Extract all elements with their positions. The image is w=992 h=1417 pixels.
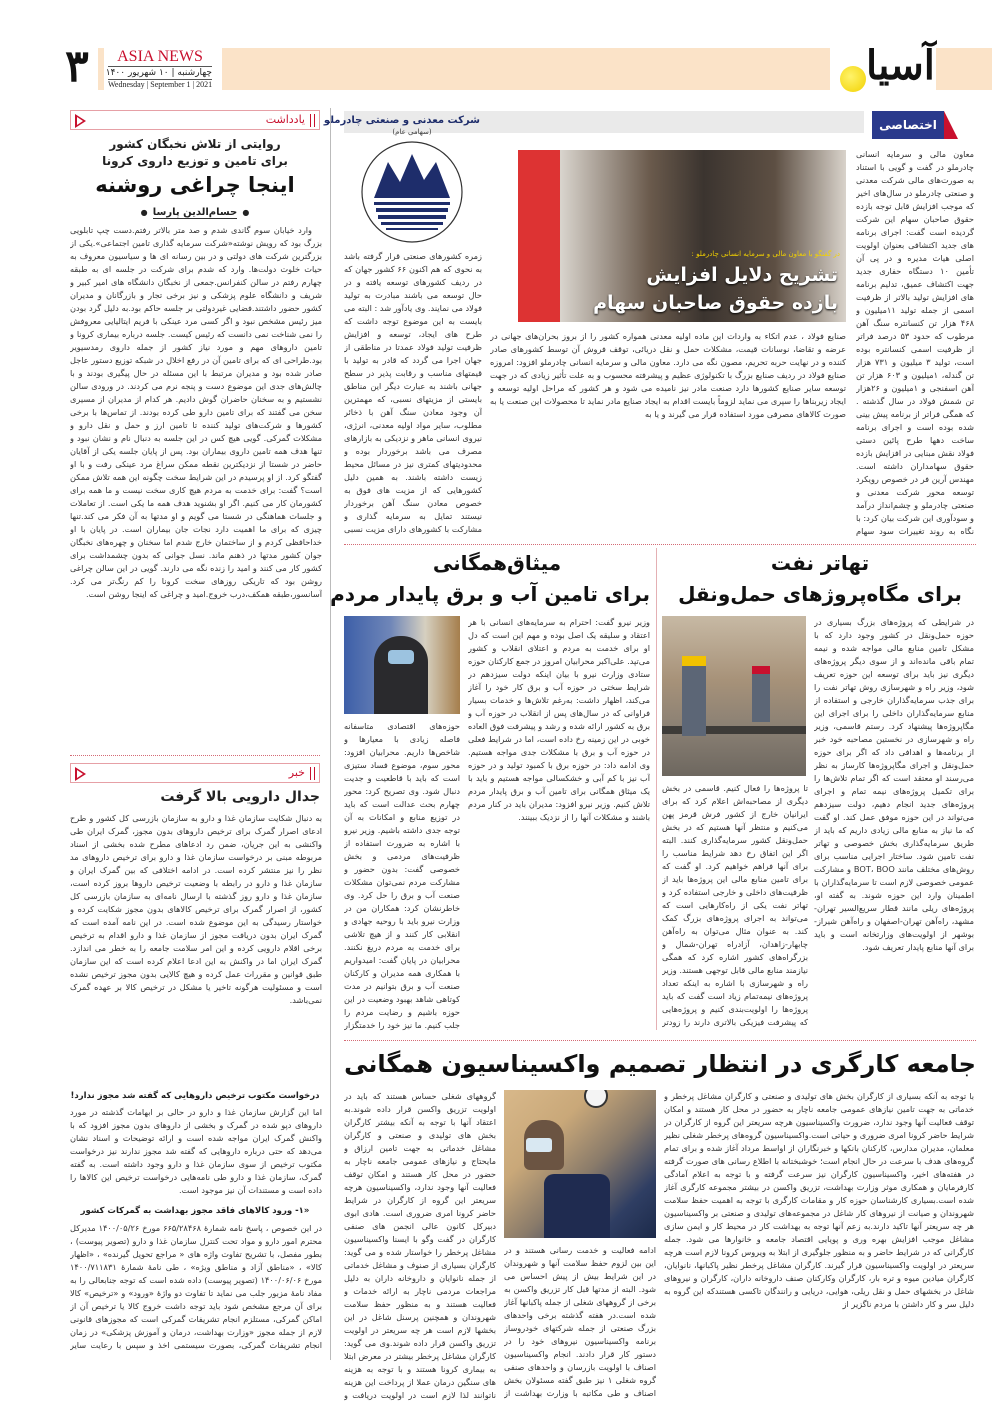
photo-caption: در گفتگو با معاون مالی و سرمایه انسانی چادرملو : — [691, 250, 840, 258]
masthead-band-center — [222, 48, 830, 90]
vaccination-col-mid: ادامه فعالیت و خدمت رسانی هستند و در این بین لزوم حفظ سلامت آنها و شهروندان در این شرایط بیش از پیش احساس می شود. البته از مدتها قبل کار تزریق واکسن به برخی از گروههای شغلی از جمله پاکبانها آغاز شده است.در هفته گذشته برخی واحدهای بزرگ صنعتی از جمله شرکتهای خودروساز برنامه واکسیناسیون نیروهای خود را در دستور کار قرار دادند. انجام واکسیناسیون اصناف با اولویت بازرسان و واحدهای صنفی گروه شغلی ۱ نیز طبق گفته مسئولان بخش اصناف و طی مکاتبه با وزارت بهداشت از — [504, 1245, 656, 1398]
vaccination-headline: جامعه کارگری در انتظار تصمیم واکسیناسیون همگانی — [344, 1050, 976, 1078]
author-bullet-icon: ● — [140, 208, 148, 217]
news-subhead-2: «۱- ورود کالاهای فاقد مجوز بهداشت به گمرکات کشور — [80, 1206, 310, 1216]
page-number: ۳ — [65, 41, 89, 92]
exclusive-label-text: اختصاصی — [879, 118, 937, 132]
blue-container — [544, 1174, 610, 1238]
wall-clock — [584, 1090, 608, 1108]
oil-swap-headline: برای مگاه‌پروژهای حمل‌ونقل — [678, 582, 962, 606]
water-power-col-left: حوزه‌های اقتصادی متاسفانه فاصله زیادی با معیارها و شاخص‌ها داریم. محرابیان افزود: محور سوم، موضوع فساد ستیزی است که باید با قاطعیت و جدیت دنبال شود. وی تصریح کرد: محور چهارم بحث عدالت است که باید در توزیع منابع و امکانات به آن توجه جدی داشته باشیم. وزیر نیرو با اشاره به ضرورت استفاده از ظرفیت‌های مردمی و بخش خصوصی گفت: بدون حضور و مشارکت مردم نمی‌توان مشکلات صنعت آب و برق را حل کرد. وی خاطرنشان کرد: همکاران من در وزارت نیرو باید با روحیه جهادی و انقلابی کار کنند و از هیچ تلاشی برای خدمت به مردم دریغ نکنند. محرابیان در پایان گفت: امیدواریم با همکاری همه مدیران و کارکنان صنعت آب و برق بتوانیم در مدت کوتاهی شاهد بهبود وضعیت در این حوزه باشیم و رضایت مردم را جلب کنیم. ما نیز خود را خدمتگزار — [344, 721, 460, 1030]
company-logo — [323, 112, 480, 246]
vaccination-photo — [504, 1090, 656, 1238]
news-body-3: در این خصوص ، پاسخ نامه شمارهٔ ۶۶۵/۲۸۴۶۸ مورخ ۱۴۰۰/۰۵/۲۶ مدیرکل محترم امور دارو و مواد تحت کنترل سازمان غذا و دارو (تصویر پیوست) ، بطور مفصل، با تشریح تفاوت واژه های « مراجع تحویل گیرنده» ، «اظهار کالا» ، «مناطق آزاد و مناطق ویژه» ، طی نامهٔ شمارهٔ ۱۴۰۰/۷۱۱۸۳۱ مورخ ۱۴۰۰/۰۶/۰۶ (تصویر پیوست) داده شده است که توجه جنابعالی را به مفاد نامهٔ مزبور جلب می نماید تا تفاوت دو واژهٔ «ورود» و «ترخیص» کالا برای آن مرجع مشخص شود باید توجه داشت خروج کالا یا ترخیص آن از اماکن گمرکی، مستلزم انجام تشریفات گمرکی است که مجوزهای قانونی لازم از جمله مجوز «وزارت بهداشت، درمان و آموزش پزشکی» در زمان انجام تشریفات گمرکی، بصورت سیستمی اخذ و سپس با رعایت سایر — [70, 1223, 322, 1350]
newspaper-logo — [836, 40, 935, 96]
worker-2 — [752, 666, 770, 722]
company-logo-subtext: (سهامی عام) — [392, 128, 432, 136]
masthead-band-right — [936, 48, 992, 90]
water-power-kicker: میثاق‌همگانی — [432, 551, 562, 575]
column-divider — [656, 548, 657, 1030]
chadormalu-logo-graphic — [344, 140, 480, 246]
publication-name-en: ASIA NEWS — [117, 48, 203, 65]
divider — [344, 1040, 976, 1041]
section-bars-icon — [310, 114, 315, 127]
logo-sun-icon — [840, 66, 866, 92]
worker-1 — [682, 656, 706, 736]
note-section-label-text: یادداشت — [265, 113, 305, 126]
masthead-band-left — [98, 48, 104, 90]
date-persian: چهارشنبه | ۱۰ شهریور ۱۴۰۰ — [105, 68, 212, 78]
section-bars-icon — [310, 767, 315, 780]
vaccination-col-left: گروههای شغلی حساس هستند که باید در اولویت تزریق واکسن قرار داده شوند.به اعتقاد آنها با توجه به آنکه بیشتر کارگران بخش های تولیدی و صنعتی و کارگران مشاغل خدماتی به جهت تامین ارزاق و مایحتاج و نیازهای عمومی جامعه ناچار به حضور در محل کار هستند و امکان توقف فعالیت آنها وجود ندارد، واکسیناسیون هرچه سریعتر این گروه از کارگران در شرایط حاضر کرونا امری ضروری است. هادی ابوی دبیرکل کانون عالی انجمن های صنفی کارگران در گفت وگو با ایسنا واکسیناسیون مشاغل پرخطر را خواستار شده و می گوید: کارگران بسیاری از صنوف و مشاغل خدماتی از جمله نانوایان و داروخانه داران به دلیل مراجعات مردمی ناچار به ارائه خدمات و فعالیت هستند و به منظور حفظ سلامت شهروندان و همچنین پرسنل شاغل در این بخشها لازم است هر چه سریعتر در اولویت تزریق واکسن قرار داده شوند.وی می گوید: کارگران مشاغل پرخطر بیشتر در معرض ابتلا به بیماری کرونا هستند و با توجه به هزینه های سنگین درمان عملا از پرداخت این هزینه ناتوانند لذا لازم است در اولویت دریافت و — [344, 1091, 496, 1400]
news-section-label-text: خبر — [288, 766, 305, 779]
exclusive-label — [872, 111, 960, 139]
logo-text: آسیا — [866, 42, 935, 89]
exclusive-col-left: زمره کشورهای صنعتی قرار گرفته باشد به نحوی که هم اکنون ۶۶ کشور جهان که در ردیف کشورهای توسعه یافته و در حال توسعه می باشند مبادرت به تولید فولاد می نمایند. وی یادآور شد : البته می بایست به این موضوع توجه داشت که طرح های ایجاد، توسعه و افزایش ظرفیت تولید فولاد عمدتا در مناطقی از جهان اجرا می گردد که قادر به تولید با قیمتهای مناسب و رقابت پذیر در سطح جهانی باشند به عبارت دیگر این مناطق بایستی از مزیتهای نسبی، که مهمترین آن وجود معادن سنگ آهن با ذخائر مطلوب، سایر مواد اولیه معدنی، انرژی، نیروی انسانی ماهر و نزدیکی به بازارهای مصرف می باشد برخوردار بوده و محدودیتهای کمتری نیز در مسائل محیط زیست داشته باشند. به همین دلیل کشورهایی که از مزیت های فوق به خصوص معادن سنگ آهن برخوردار نیستند تمایل به سرمایه گذاری و مشارکت با کشورهای دارای مزیت نسبی — [344, 251, 482, 534]
exclusive-col-right: معاون مالی و سرمایه انسانی چادرملو در گفت و گویی با استناد به صورت‌های مالی شرکت معدنی و صنعتی چادرملو در سال‌های اخیر که موجب افزایش قابل توجه بازده حقوق صاحبان سهام این شرکت گردیده است گفت: اجرای برنامه های جدید اکتشافی بعنوان اولویت اصلی هیات مدیره و در پی آن تأمین ۱۰ دستگاه حفاری جدید جهت اکتشاف عمیق، تدلیم برنامه های افزایش تولید بالاتر از ظرفیت اسمی از جمله تولید ۱۱میلیون و ۴۶۸ هزار تن کنسانتره سنگ آهن مرطوب که حدود ۵۳ درصد فراتر از ظرفیت اسمی کنسانتره بوده است، تولید ۳ میلیون و ۷۳۱ هزار تن گندله، ۱میلیون و ۶۰۳ هزار تن آهن اسفنجی و ۱میلیون و ۲۶هزار تن شمش فولاد در سال گذشته . که همگی فراتر از برنامه پیش بینی شده بوده است و اجرای برنامه ساخت دهها طرح پائین دستی فولاد نقش مبنایی در افزایش بازده حقوق سهامداران داشته است. مهندس آرین فر در خصوص رویکرد توسعه محور شرکت معدنی و صنعتی چادرملو و چشم‌انداز درآمد و سودآوری این شرکت بیان کرد: با نگاه به روند تغییرات سود سهام — [856, 149, 974, 536]
note-headline: اینجا چراغی روشنه — [95, 173, 295, 197]
minister-figure — [374, 636, 428, 714]
exclusive-headline-line1: تشریح دلایل افزایش — [646, 264, 838, 286]
author-bullet-icon: ● — [242, 208, 250, 217]
triangle-arrow-icon — [75, 767, 86, 781]
water-power-headline: برای تامین آب و برق پایدار مردم — [330, 582, 650, 606]
news-body-1: به دنبال شکایت سازمان غذا و دارو به سازمان بازرسی کل کشور و طرح ادعای اصرار گمرک برای ترخیص داروهای بدون مجوز، گمرک ایران طی واکنشی به این جریان، ضمن رد ادعاهای مطرح شده بخشی از اسناد مربوطه مبنی بر درخواست سازمان غذا و دارو برای ترخیص داروهای مد نظر را نیز منتشر کرده است. در ادامه اختلافی که بین گمرک ایران و سازمان غذا و دارو در رابطه با وضعیت ترخیص داروها بروز کرده است، سازمان غذا و دارو روز گذشته با ارسال نامه‌ای به سازمان بازرسی کل کشور، از اصرار گمرک برای ترخیص کالاهای بدون مجوز شکایت کرده و خواستار رسیدگی به این موضوع شده است. در این نامه آمده است که گمرک ایران بدون دریافت مجوز از سازمان غذا و دارو اقدام به ترخیص برخی اقلام دارویی کرده و این امر سلامت جامعه را به خطر می اندازد. گمرک ایران اما در واکنش به این ادعا اعلام کرده است که این سازمان طبق قوانین و مقررات عمل کرده و هیچ کالایی بدون مجوز ترخیص نشده است و مسئولیت هرگونه تاخیر یا مشکل در ترخیص کالا بر عهده گمرک نمی‌باشد. — [70, 813, 322, 1005]
news-subhead-1: درخواست مکتوب ترخیص داروهایی که گفته شد مجوز ندارد! — [70, 1091, 320, 1101]
exclusive-photo — [490, 150, 846, 322]
oil-swap-photo — [662, 616, 806, 776]
note-kicker-line2: برای تامین و توزیع داروی کرونا — [102, 154, 288, 168]
note-section-label — [70, 110, 320, 130]
news-headline: جدال دارویی بالا گرفت — [160, 789, 320, 805]
exclusive-headline-line2: بازده حقوق صاحبان سهام — [593, 292, 838, 314]
date-english: Wednesday | September 1 | 2021 — [108, 80, 213, 89]
note-author — [70, 202, 320, 218]
face-mask — [388, 650, 414, 664]
oil-swap-col-left: تا پروژه‌ها را فعال کنیم. قاسمی در بخش دیگری از مصاحبه‌اش اعلام کرد که برای ایرانیان خارج از کشور فرش قرمز پهن می‌کنیم و منتظر آنها هستیم که در بخش حمل‌ونقل کشور سرمایه‌گذاری کنند. البته اگر این اتفاق رخ دهد شرایط مناسب را برای آنها فراهم خواهیم کرد. او گفت که برای تامین منابع مالی این پروژه‌ها باید از ظرفیت‌های داخلی و خارجی استفاده کرد و تهاتر نفت یکی از راه‌کارهایی است که می‌تواند به اجرای پروژه‌های بزرگ کمک کند. به عنوان مثال می‌توان به راه‌آهن چابهار-زاهدان، آزادراه تهران-شمال و بزرگراه‌های کشور اشاره کرد که همگی نیازمند منابع مالی قابل توجهی هستند. وزیر راه و شهرسازی با اشاره به اینکه تعداد پروژه‌های نیمه‌تمام زیاد است گفت که باید پروژه‌ها را اولویت‌بندی کنیم و پروژه‌هایی که پیشرفت فیزیکی بالاتری دارند را زودتر — [662, 783, 808, 1027]
divider — [70, 755, 320, 756]
left-column-divider — [330, 108, 331, 1360]
note-kicker-line1: روایتی از تلاش نخبگان کشور — [109, 137, 281, 151]
note-author-name: حسام‌الدین پارسا — [152, 207, 238, 218]
dateline — [105, 48, 213, 90]
note-body: وارد خیابان سوم گاندی شدم و صد متر بالاتر رفتم.دست چپ تابلویی بزرگ بود که رویش نوشته«شرکت سرمایه گذاری تامین اجتماعی».یکی از بزرگترین شرکت های دولتی و در بین رسانه ای ها و سیاسیون معروف به حیات خلوت دولت‌ها. وارد که شدم برای شرکت در جلسه ای به طبقه چهارم رفتم در سالن کنفرانس.جمعی از نخبگان دانشگاه های امیر کبیر و شریف و دانشگاه علوم پزشکی و نیز برخی تجار و بازرگانان و مدیران کشور حضور داشتند.فضایی غیردولتی بر جلسه حاکم بود.به دلیل گرد بودن میز رئیس مشخص نبود و اگر کسی مرد عینکی با فریم ایتالیایی معروفش را نمی شناخت نمی دانست که رئیس کیست. جلسه درباره بیماری کرونا و تامین داروهای مهم و مورد نیاز کشور از جمله داروی رمدسیویر بود.طراحی ای که برای تامین آن در رفع اخلال در شبکه توزیع دستور عاجل صادر شده بود و مدیران مرتبط با این مسئله در حال پیگیری بودند و با چالش‌های جدی این موضوع دست و پنجه نرم می کردند. در ورودی سالن نشستیم و به سخنان حاضران گوش دادیم. هر کدام از مدیران از مسیری سخن می گفتند که برای تامین دارو طی کرده بودند. از تماس‌ها با برخی کشورها و شرکت‌های تولید کننده تا تامین ارز و حمل و نقل دارو و مشکلات گمرکی. گویی هیچ کس در این جلسه به دنبال نام و نشان نبود و تنها هدف همه تامین داروی بیماران بود. پس از پایان جلسه یکی از آقایان حاضر در شستا از نزدیکترین نقطه ممکن سراغ مرد عینکی رفت و با او گفتگو کرد. از او پرسیدم در این شرایط سخت چگونه این همه تلاش ممکن است؟ گفت: برای خدمت به مردم هیچ کاری سخت نیست و ما همه برای کشورمان کار می کنیم. اگر او بشنوید هدف همه ما یکی است. از تعاملات و جلسات هماهنگی در شستا می گویم و او مدتها به آن فکر می کند.تنها چیزی که برای ما اهمیت دارد نجات جان بیماران است. در پایان با او خداحافظی کردم و از ساختمان خارج شدم اما سخنان و چهره‌های نخبگان جوان کشور مدتها در ذهنم ماند. نسل جوانی که بدون چشمداشت برای کشور کار می کنند و امید را زنده نگه می دارند. گویی در این سالن چراغی روشن بود که تاریکی روزهای سخت کرونا را کم رنگ‌تر می کرد. آسانسور،طبقه همکف،درب خروج.امید و چراغی که اینجا روشن است. — [70, 225, 322, 599]
news-body-2: اما این گزارش سازمان غذا و دارو در حالی بر ابهامات گذشته در مورد داروهای دپو شده در گمرک و بخشی از داروهای بدون مجوز افزود که با واکنش گمرک ایران مواجه شده است و ارائه توضیحات و اسناد نشان می‌دهد که حتی درباره داروهایی که گفته شد مجوز ندارند نیز درخواست مکتوب ترخیص از سوی سازمان غذا و دارو وجود داشته است. به گفته گمرک، سازمان غذا و دارو طی نامه‌هایی درخواست ترخیص این کالاها را داده است و مستندات آن نیز موجود است. — [70, 1107, 322, 1195]
vaccination-col-right: با توجه به آنکه بسیاری از کارگران بخش های تولیدی و صنعتی و کارگران مشاغل پرخطر و خدماتی به جهت تامین نیازهای عمومی جامعه ناچار به حضور در محل کار هستند و امکان توقف فعالیت آنها وجود ندارد، ضرورت واکسیناسیون هرچه سریعتر این گروه از کارگران در شرایط حاضر کرونا امری ضروری و حیاتی است.واکسیناسیون گروه‌های پرخطر شغلی نظیر معلمان، مدیران مدارس، کارکنان بانکها و خبرنگاران از اواسط مرداد آغاز شده و برای تمام گروه‌های هدف با سرعت در حال انجام است؛ خوشبختانه با اطلاع رسانی های صورت گرفته در هفته‌های اخیر، واکسیناسیون کارگران نیز سرعت گرفته و با توجه به اعلام آمادگی کارفرمایان و همکاری موثر وزارت بهداشت، تزریق واکسن در بیشتر مجموعه کارگری آغاز شده است.بسیاری کارشناسان حوزه کار و مقامات کارگری با توجه به اهمیت حفظ سلامت شهروندان و صیانت از نیروهای کار شاغل در مجموعه‌های تولیدی و صنعتی بر واکسیناسیون هر چه سریعتر آنها تاکید دارند.به زعم آنها توجه به بهداشت کار در محیط کار و ایمن سازی مشاغل موجب افزایش بهره وری و پویایی اقتصاد جامعه و خانوارها می شود. جمله کارگرانی که در شرایط حاضر و به منظور جلوگیری از ابتلا به ویروس کرونا لازم است هرچه سریعتر در اولویت واکسیناسیون قرار گیرند. کارگران مشاغل پرخطر نظیر پاکبانها، نانوایان، کارگران میادین میوه و تره بار، کارگران وکارکنان صنف داروخانه داران، کارگران و نیروهای شاغل در بخشهای حمل و نقل ریلی، هوایی، دریایی و رانندگان تاکسی هستندکه این گروه به دلیل سر و کار داشتن با مردم ناگزیر از — [664, 1091, 974, 1309]
surgical-mask — [526, 1138, 552, 1152]
exclusive-col-mid: صنایع فولاد ، عدم اتکاء به واردات این ماده اولیه معدنی همواره کشور را از بروز بحران‌های جهانی در عرضه و تقاضا، نوسانات قیمت، مشکلات حمل و نقل دریائی، توقف فروش آن توسط کشورهای صادر کننده و در نهایت حربه تحریم، مصون نگه می دارد. معاون مالی و سرمایه انسانی چادرملو افزود: امروزه صنایع فولاد در ردیف صنایع بزرگ با تکنولوژی عظیم و پیشرفته محسوب و به علت تأثیر زیادی که در جهت توسعه سایر صنایع کشورها دارد صنعت مادر نیز نامیده می شود و هر کشور که مراحل اولیه توسعه و ایجاد زیربناها را سپری می نماید لزوماً بایست اقدام به ایجاد صنایع مادر نماید تا محصولات این صنعت یا به صورت کالاهای مصرفی مورد استفاده قرار می گیرند و یا به — [490, 331, 846, 419]
oil-swap-col-right: در شرایطی که پروژه‌های بزرگ بسیاری در حوزه حمل‌ونقل در کشور وجود دارد که با مشکل تامین منابع مالی مواجه شده و نیمه تمام باقی مانده‌اند و از سوی دیگر پروژه‌های دیگری نیز باید برای توسعه این حوزه تعریف شود، وزیر راه و شهرسازی روش تهاتر نفت را برای جذب سرمایه‌گذاران خارجی و استفاده از منابع سرمایه‌گذاران داخلی را برای اجرای این مگاپروژه‌ها پیشنهاد کرد. رستم قاسمی، وزیر راه و شهرسازی در نخستین مصاحبه خود خبر از برنامه‌ها و اهدافی داد که اگر برای حوزه حمل‌ونقل و اجرای مگاپروژه‌ها کارساز به نظر می‌رسند او معتقد است که اگر تمام تلاش‌ها را برای تکمیل پروژه‌های نیمه تمام و اجرای پروژه‌های جدید انجام دهیم، دولت سیزدهم می‌تواند در این حوزه موفق عمل کند. او گفت که ما نیاز به منابع مالی زیادی داریم که باید از طریق سرمایه‌گذاری بخش خصوصی و تهاتر نفت تامین شود. ساختار اجرایی مناسب برای روش‌های مختلف مانند BOT، BOO و مشارکت عمومی خصوصی لازم است تا سرمایه‌گذاران با اطمینان وارد این حوزه شوند. به گفته او، پروژه‌های ریلی مانند قطار سریع‌السیر تهران-مشهد، راه‌آهن تهران-اصفهان و راه‌آهن شیراز-بوشهر از اولویت‌های وزارتخانه است و باید برای آنها منابع پایدار تعریف شود. — [814, 617, 974, 952]
water-power-photo — [344, 616, 460, 714]
divider — [344, 544, 976, 545]
company-logo-text: شرکت معدنی و صنعتی چادرملو — [323, 115, 480, 126]
news-section-label — [70, 763, 320, 783]
flag — [490, 150, 560, 322]
water-power-col-right: وزیر نیرو گفت: احترام به سرمایه‌های انسانی با هر اعتقاد و سلیقه یک اصل بوده و مهم این است که دل او برای خدمت به مردم و اعتلای انقلاب و کشور می‌تپد. علی‌اکبر محرابیان امروز در جمع کارکنان حوزه ستادی وزارت نیرو با بیان اینکه دولت سیزدهم در شرایط سختی در حوزه آب و برق کار خود را آغاز می‌کند، اظهار داشت: به‌رغم تلاش‌ها و خدمات بسیار فراوانی که در سال‌های پس از انقلاب در حوزه آب و برق به کشور ارائه شده و رشد و پیشرفت فوق العاده خوبی در این زمینه رخ داده است، اما در شرایط فعلی در حوزه آب و برق با مشکلات جدی مواجه هستیم. وی ادامه داد: در حوزه برق با کمبود تولید و در حوزه آب نیز با کم آبی و خشکسالی مواجه هستیم و باید با یک میثاق همگانی برای تامین آب و برق پایدار مردم تلاش کنیم. وزیر نیرو افزود: مدیران باید در کنار مردم باشند و مشکلات آنها را از نزدیک ببینند. — [468, 617, 650, 822]
oil-swap-kicker: تهاتر نفت — [770, 551, 870, 575]
triangle-arrow-icon — [75, 114, 86, 128]
